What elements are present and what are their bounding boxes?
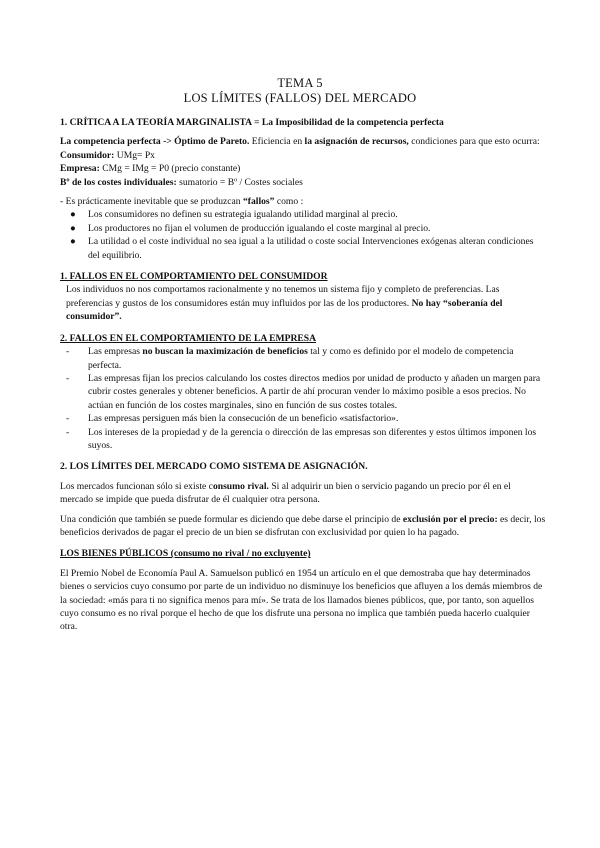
dash-marker: - <box>66 346 70 358</box>
fallos-list <box>60 208 546 262</box>
list-item: - Las empresas persiguen más bien la consecución de un beneficio «satisfactorio». <box>66 413 399 425</box>
fallos-intro: - Es prácticamente inevitable que se produzcan “fallos” como : <box>60 196 304 208</box>
list-item: - Las empresas fijan los precios calculando los costes directos medios por unidad de producto y añaden un margen para cubrir costes generales y obtener beneficios. A partir de ahí procuran vender lo máximo posible a esos precios. No actúan en función de los costes marginales, sino en función de sus costes totales. <box>66 372 541 411</box>
list-item: ● La utilidad o el coste individual no sea igual a la utilidad o coste social Intervenciones exógenas alteran condiciones del equilibrio. <box>70 236 534 261</box>
section-1-heading: 1. CRÍTICA A LA TEORÍA MARGINALISTA = La Imposibilidad de la competencia perfecta <box>60 117 444 128</box>
bullet-icon: ● <box>70 222 76 234</box>
dash-marker: - <box>66 413 70 425</box>
section-2-paragraph-2: Una condición que también se puede formular es diciendo que debe darse el principio de exclusión por el precio: es decir, los beneficios derivados de pagar el precio de un bien se disfrutan con exclusividad por quien lo ha pagado. <box>60 513 546 538</box>
list-item: ● Los consumidores no definen su estrategia igualando utilidad marginal al precio. <box>70 209 398 221</box>
dash-marker: - <box>66 372 70 384</box>
document-title: TEMA 5 <box>277 76 323 90</box>
consumidor-condition: Consumidor: UMg= Px <box>60 149 155 161</box>
empresa-heading: 2. FALLOS EN EL COMPORTAMIENTO DE LA EMPRESA <box>60 332 317 344</box>
bullet-icon: ● <box>70 236 76 248</box>
list-item: ● Los productores no fijan el volumen de producción igualando el coste marginal al precio. <box>70 222 431 234</box>
empresa-list <box>60 345 546 452</box>
consumidor-text: Los individuos no nos comportamos racionalmente y no tenemos un sistema fijo y completo de preferencias. Las preferencias y gustos de los consumidores están muy influidos por las de los productores. No hay “soberanía del consumidor”. <box>66 284 503 323</box>
section-2-heading: 2. LOS LÍMITES DEL MERCADO COMO SISTEMA DE ASIGNACIÓN. <box>60 461 368 473</box>
section-2-paragraph-1: Los mercados funcionan sólo si existe consumo rival. Si al adquirir un bien o servicio pagando un precio por él en el mercado se impide que pueda disfrutar de él cualquier otra persona. <box>60 480 511 506</box>
bienes-publicos-text: El Premio Nobel de Economía Paul A. Samuelson publicó en 1954 un artículo en el que demostraba que hay determinados bienes o servicios cuyo consumo por parte de un individuo no disminuye los beneficios que afluyen a los demás miembros de la sociedad: «más para ti no significa menos para mí». Se trata de los llamados bienes públicos, que, por tanto, son aquellos cuyo consumo es no rival porque el hecho de que los disfrute una persona no implica que también pueda hacerlo cualquier otra. <box>60 567 543 633</box>
list-item: - Las empresas no buscan la maximización de beneficios tal y como es definido por el modelo de competencia perfecta. <box>66 346 514 371</box>
bullet-icon: ● <box>70 209 76 221</box>
consumidor-heading: 1. FALLOS EN EL COMPORTAMIENTO DEL CONSUMIDOR <box>60 271 328 283</box>
pareto-bold: La competencia perfecta -> Óptimo de Pareto. <box>60 136 250 148</box>
bienes-publicos-heading: LOS BIENES PÚBLICOS (consumo no rival / no excluyente) <box>60 548 311 560</box>
costes-condition: Bº de los costes individuales: sumatorio = Bº / Costes sociales <box>60 176 303 188</box>
section-1-intro: La competencia perfecta -> Óptimo de Pareto. Eficiencia en la asignación de recursos, condiciones para que esto ocurra: <box>60 136 540 148</box>
dash-marker: - <box>66 426 70 438</box>
list-item: - Los intereses de la propiedad y de la gerencia o dirección de las empresas son diferentes y estos últimos imponen los suyos. <box>66 426 537 451</box>
document-subtitle: LOS LÍMITES (FALLOS) DEL MERCADO <box>183 91 417 105</box>
document-body <box>60 116 546 634</box>
empresa-condition: Empresa: CMg = IMg = P0 (precio constante) <box>60 163 241 175</box>
